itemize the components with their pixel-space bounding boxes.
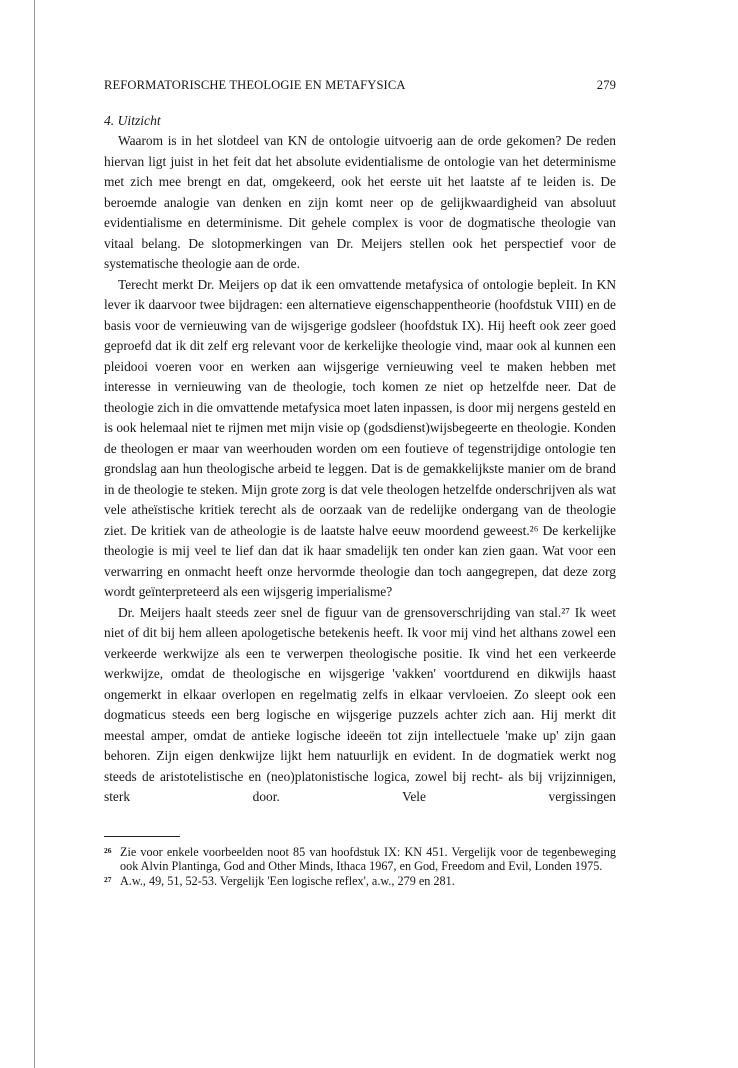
- footnote-rule: [104, 836, 180, 837]
- footnotes: [104, 845, 616, 889]
- page-number: 279: [596, 78, 616, 92]
- footnote-27: [104, 874, 616, 889]
- footnote-mark: 27: [104, 874, 112, 884]
- footnote-26: [104, 845, 616, 874]
- section-heading: 4. Uitzicht: [104, 113, 161, 128]
- paragraph-2: Terecht merkt Dr. Meijers op dat ik een omvattende metafysica of ontologie bepleit. In KN lever ik daarvoor twee bijdragen: een alternatieve eigenschappentheorie (hoofdstuk VIII) en de basis voor de vernieuwing van de wijsgerige godsleer (hoofdstuk IX). Hij heeft ook zeer goed geproefd dat ik dit zelf erg relevant voor de kerkelijke theologie vind, maar ook al kunnen een pleidooi voeren voor en werken aan wijsgerige vernieuwing veel te maken hebben met interesse in vernieuwing van de theologie, toch komen ze niet op hetzelfde neer. Dat de theologie zich in die omvattende metafysica moet laten inpassen, is door mij nergens gesteld en is ook helemaal niet te rijmen met mijn visie op (godsdienst)wijsbegeerte en theologie. Konden de theologen er maar van weerhouden worden om een foutieve of tegenstrijdige ontologie ten grondslag aan hun theologische arbeid te leggen. Dat is de gemakkelijkste manier om de brand in de theologie te steken. Mijn grote zorg is dat vele theologen hetzelfde onderschrijven als wat vele atheïstische kritiek terecht als de oorzaak van de redelijke ondergang van de theologie ziet. De kritiek van de atheologie is de laatste halve eeuw moordend geweest.²⁶ De kerkelijke theologie is mij veel te lief dan dat ik haar smadelijk ten onder kan zien gaan. Wat voor een verwarring en onmacht heeft onze hervormde theologie dan toch aangegrepen, dat deze zorg wordt geïnterpreteerd als een wijsgerig imperialisme?: [104, 276, 616, 599]
- paragraph-3: Dr. Meijers haalt steeds zeer snel de figuur van de grensoverschrijding van stal.²⁷ Ik weet niet of dit bij hem alleen apologetische betekenis heeft. Ik voor mij vind het althans zowel een verkeerde werkwijze als een te verwerpen theologische positie. Ik vind het een verkeerde werkwijze, omdat de theologische en wijsgerige 'vakken' voortdurend en dikwijls haast ongemerkt in elkaar overlopen en regelmatig zelfs in elkaar vervloeien. Zo sleept ook een dogmaticus steeds een berg logische en wijsgerige puzzels achter zich aan. Hij merkt dit meestal amper, omdat de antieke logische ideeën tot zijn intellectuele 'make up' zijn gaan behoren. Zijn eigen denkwijze lijkt hem natuurlijk en evident. In de dogmatiek werkt nog steeds de aristotelistische en (neo)platonistische logica, zowel bij recht- als bij vrijzinnigen, sterk door. Vele vergissingen: [104, 604, 616, 804]
- footnote-mark: 26: [104, 845, 112, 855]
- footnote-text: A.w., 49, 51, 52-53. Vergelijk 'Een logische reflex', a.w., 279 en 281.: [120, 873, 455, 888]
- footnote-text: Zie voor enkele voorbeelden noot 85 van hoofdstuk IX: KN 451. Vergelijk voor de tegenbeweging ook Alvin Plantinga, God and Other Minds, Ithaca 1967, en God, Freedom and Evil, Londen 1975.: [120, 844, 616, 874]
- book-page: [104, 78, 616, 888]
- body-text: [104, 131, 616, 808]
- running-head: [104, 78, 616, 93]
- running-head-title: REFORMATORISCHE THEOLOGIE EN METAFYSICA: [104, 78, 406, 92]
- scan-page-edge: [34, 0, 35, 1068]
- paragraph-1: Waarom is in het slotdeel van KN de ontologie uitvoerig aan de orde gekomen? De reden hiervan ligt juist in het feit dat het absolute evidentialisme de ontologie van het determinisme met zich mee brengt en dat, omgekeerd, ook het eerste uit het laatste af te leiden is. De beroemde analogie van denken en zijn komt neer op de gelijkwaardigheid van absoluut evidentialisme en determinisme. Dit gehele complex is voor de dogmatische theologie van vitaal belang. De slotopmerkingen van Dr. Meijers stellen ook het perspectief voor de systematische theologie aan de orde.: [104, 133, 616, 271]
